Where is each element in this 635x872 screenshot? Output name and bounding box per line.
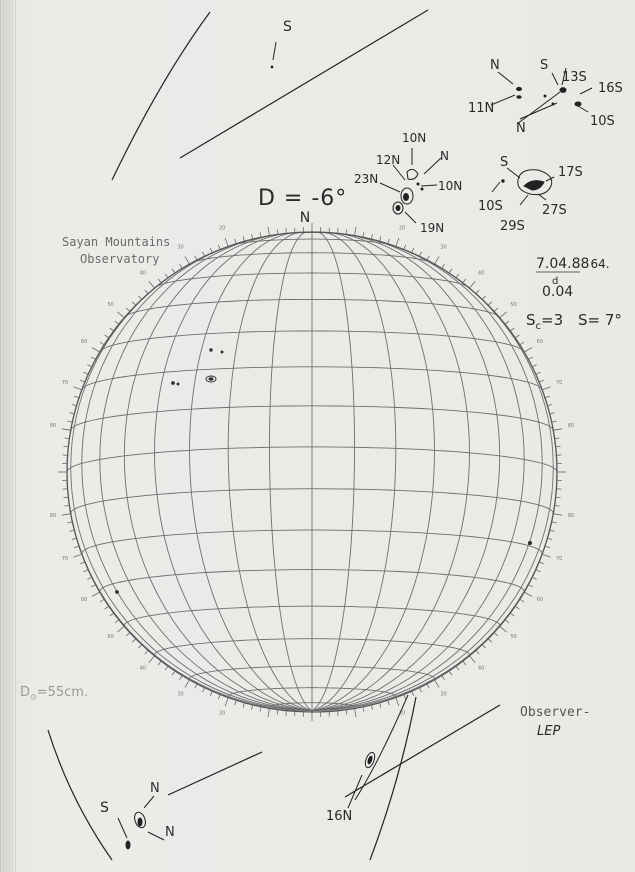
disk-spot <box>172 382 175 385</box>
limb-tick <box>80 380 85 382</box>
limb-tick <box>73 554 82 557</box>
limb-degree-label: 70 <box>555 556 563 563</box>
limb-tick <box>210 691 212 696</box>
limb-tick <box>470 656 476 663</box>
limb-degree-label: 40 <box>477 270 485 277</box>
diameter-letter: D <box>20 685 31 700</box>
sc-subscript: c <box>535 321 542 332</box>
limb-tick <box>260 707 261 712</box>
limb-tick <box>552 421 557 422</box>
limb-tick <box>63 497 68 498</box>
limb-tick <box>536 570 541 572</box>
date-suffix: 64. <box>590 257 610 271</box>
limb-tick <box>545 546 550 548</box>
group-bottom-left <box>118 796 164 849</box>
limb-degree-label: 50 <box>510 633 517 640</box>
limb-tick <box>235 239 237 244</box>
limb-tick <box>87 365 92 367</box>
limb-tick <box>180 676 183 680</box>
limb-tick <box>532 365 537 367</box>
limb-degree-label: 40 <box>477 665 485 672</box>
limb-tick <box>442 264 445 268</box>
limb-tick <box>80 562 85 564</box>
limb-tick <box>252 234 253 239</box>
limb-tick <box>412 248 414 253</box>
limb-tick <box>158 279 161 283</box>
limb-degree-label: 30 <box>177 244 184 251</box>
limb-tick <box>185 680 190 688</box>
limb-tick <box>363 232 364 237</box>
label-10s: 10S <box>590 114 615 129</box>
limb-tick <box>91 585 95 587</box>
limb-tick <box>68 522 73 523</box>
limb-tick <box>355 227 357 236</box>
limb-degree-label: 80 <box>567 423 575 430</box>
disk-spot <box>221 351 223 353</box>
group-bottom <box>348 751 376 808</box>
time-value: 0.04 <box>542 284 574 300</box>
limb-tick <box>132 302 136 306</box>
limb-tick <box>62 429 71 431</box>
top-s-label: S <box>283 19 292 35</box>
limb-tick <box>84 372 89 374</box>
limb-tick <box>252 705 253 710</box>
limb-tick <box>74 396 79 398</box>
date-value: 7.04.88 <box>536 256 590 272</box>
limb-tick <box>117 626 124 632</box>
heliographic-grid <box>67 232 557 711</box>
limb-tick <box>515 606 519 609</box>
declination-label: D = -6° <box>258 186 348 211</box>
limb-tick <box>520 342 524 345</box>
disk-spot <box>528 541 531 544</box>
limb-tick <box>165 274 168 278</box>
limb-tick <box>545 396 550 398</box>
limb-degree-label: 50 <box>510 302 517 309</box>
limb-tick <box>64 505 69 506</box>
label-10n: 10N <box>438 179 463 193</box>
limb-tick <box>145 290 148 294</box>
limb-tick <box>482 296 486 300</box>
limb-tick <box>532 577 537 579</box>
limb-tick <box>92 348 100 353</box>
limb-tick <box>552 522 557 523</box>
limb-tick <box>412 691 414 696</box>
limb-degree-label: 20 <box>218 225 226 232</box>
axis-line-bottom <box>345 705 500 797</box>
label-16n: 16N <box>326 809 353 824</box>
limb-tick <box>371 234 372 239</box>
axis-line-bottom-left <box>168 752 262 795</box>
limb-arc-top-left <box>112 12 210 180</box>
limb-degree-label: 60 <box>536 339 543 345</box>
limb-tick <box>528 585 532 587</box>
limb-tick <box>338 711 339 716</box>
limb-tick <box>69 530 74 531</box>
limb-tick <box>105 606 109 609</box>
limb-tick <box>404 695 406 700</box>
diameter-subscript: ⊙ <box>30 692 37 702</box>
label-bl-n1: N <box>150 781 160 796</box>
limb-tick <box>138 296 142 300</box>
limb-tick <box>494 633 498 636</box>
label-mid-n: N <box>440 149 449 163</box>
limb-tick <box>338 228 339 233</box>
s-label: S= 7° <box>578 311 622 329</box>
limb-degree-label: 30 <box>440 244 447 251</box>
limb-tick <box>435 680 440 688</box>
limb-tick <box>542 554 551 557</box>
limb-tick <box>520 599 524 602</box>
limb-degree-label: 40 <box>139 270 147 277</box>
limb-tick <box>404 245 406 250</box>
limb-tick <box>126 633 130 636</box>
limb-tick <box>72 538 77 539</box>
limb-tick <box>68 421 73 422</box>
limb-degree-label: 50 <box>107 302 114 309</box>
limb-tick <box>500 626 507 632</box>
diameter-value: =55cm. <box>36 685 89 700</box>
north-marker: N <box>299 210 311 226</box>
spot-dot <box>271 66 274 69</box>
limb-tick <box>100 342 104 345</box>
limb-tick <box>277 710 278 715</box>
observatory-name: Sayan Mountains <box>62 235 171 249</box>
limb-tick <box>419 688 421 693</box>
limb-tick <box>115 321 119 324</box>
limb-tick <box>149 656 155 663</box>
limb-tick <box>510 613 514 616</box>
limb-tick <box>539 380 544 382</box>
limb-tick <box>388 700 390 705</box>
time-superscript: d <box>552 276 559 287</box>
limb-tick <box>286 711 287 716</box>
limb-tick <box>268 708 270 717</box>
limb-degree-label: 30 <box>177 691 184 698</box>
limb-tick <box>363 707 364 712</box>
limb-tick <box>524 592 532 597</box>
limb-tick <box>463 279 466 283</box>
limb-tick <box>110 328 114 331</box>
limb-tick <box>427 684 429 688</box>
limb-tick <box>396 238 399 247</box>
limb-degree-label: 50 <box>107 633 114 640</box>
limb-tick <box>463 661 466 665</box>
limb-tick <box>548 405 553 406</box>
limb-degree-label: 40 <box>139 665 147 672</box>
limb-tick <box>145 650 148 654</box>
label-29s: 29S <box>500 219 525 234</box>
limb-tick <box>73 387 82 390</box>
limb-tick <box>371 705 372 710</box>
limb-tick <box>138 645 142 649</box>
disk-spot <box>116 591 119 594</box>
limb-tick <box>555 438 560 439</box>
label-n2: N <box>516 121 526 136</box>
limb-tick <box>202 252 204 256</box>
limb-tick <box>158 661 161 665</box>
limb-tick <box>515 335 519 338</box>
label-bl-s: S <box>100 800 109 816</box>
sc-letter: S <box>526 311 536 329</box>
limb-degree-label: 80 <box>567 512 575 519</box>
limb-tick <box>524 348 532 353</box>
limb-tick <box>548 538 553 539</box>
label-16s: 16S <box>598 81 623 96</box>
limb-tick <box>92 592 100 597</box>
limb-tick <box>277 229 278 234</box>
label-19n: 19N <box>420 221 445 235</box>
limb-tick <box>64 438 69 439</box>
limb-tick <box>126 308 130 311</box>
limb-tick <box>185 256 190 264</box>
observatory-label: Observatory <box>80 252 160 266</box>
limb-tick <box>456 274 459 278</box>
limb-degree-label: 20 <box>398 225 406 232</box>
limb-tick <box>63 446 68 447</box>
limb-tick <box>528 357 532 359</box>
limb-tick <box>505 620 509 623</box>
observer-label: Observer- <box>520 705 591 720</box>
axis-line-top <box>180 10 428 158</box>
label-10n-top: 10N <box>402 131 427 145</box>
limb-degree-label: 80 <box>49 423 57 430</box>
label-mid-10s: 10S <box>478 199 503 214</box>
label-n: N <box>490 58 500 73</box>
limb-tick <box>84 570 89 572</box>
limb-tick <box>346 229 347 234</box>
limb-tick <box>91 357 95 359</box>
limb-tick <box>542 387 551 390</box>
limb-degree-label: 60 <box>81 339 88 345</box>
limb-tick <box>553 429 562 431</box>
limb-tick <box>69 413 74 414</box>
limb-tick <box>419 252 421 256</box>
limb-tick <box>117 312 124 318</box>
limb-tick <box>87 577 92 579</box>
disk-spot <box>209 378 213 380</box>
limb-arc-bottom-left <box>48 730 112 860</box>
label-bl-n2: N <box>165 825 175 840</box>
limb-tick <box>165 666 168 670</box>
limb-tick <box>218 695 220 700</box>
limb-tick <box>476 650 479 654</box>
limb-tick <box>510 328 514 331</box>
limb-tick <box>442 676 445 680</box>
limb-tick <box>550 530 555 531</box>
limb-tick <box>482 645 486 649</box>
limb-tick <box>536 372 541 374</box>
limb-tick <box>74 546 79 548</box>
limb-degree-label: 70 <box>61 379 69 386</box>
label-17s: 17S <box>558 165 583 180</box>
label-12n: 12N <box>376 153 401 167</box>
limb-tick <box>180 264 183 268</box>
limb-tick <box>149 281 155 288</box>
limb-degree-label: 60 <box>536 597 543 603</box>
limb-tick <box>202 688 204 693</box>
limb-tick <box>494 308 498 311</box>
limb-tick <box>172 671 175 675</box>
limb-tick <box>286 228 287 233</box>
limb-degree-label: 20 <box>218 710 226 717</box>
limb-tick <box>555 505 560 506</box>
limb-tick <box>355 708 357 717</box>
limb-tick <box>346 710 347 715</box>
limb-tick <box>488 302 492 306</box>
limb-tick <box>550 413 555 414</box>
limb-tick <box>110 613 114 616</box>
limb-tick <box>62 514 71 516</box>
limb-tick <box>556 446 561 447</box>
sc-label <box>526 311 563 332</box>
limb-tick <box>210 248 212 253</box>
date-label <box>536 256 610 272</box>
label-13s: 13S <box>562 70 587 85</box>
limb-tick <box>105 335 109 338</box>
limb-tick <box>260 232 261 237</box>
limb-tick <box>556 497 561 498</box>
label-s: S <box>540 58 549 73</box>
limb-tick <box>380 703 381 708</box>
limb-tick <box>132 639 136 643</box>
limb-tick <box>380 237 381 242</box>
limb-tick <box>100 599 104 602</box>
limb-tick <box>195 256 197 260</box>
limb-degree-label: 80 <box>49 512 57 519</box>
limb-tick <box>553 514 562 516</box>
limb-tick <box>235 700 237 705</box>
limb-tick <box>470 281 476 288</box>
limb-tick <box>72 405 77 406</box>
limb-tick <box>449 269 452 273</box>
disk-diameter <box>20 685 88 702</box>
pointer-line <box>273 42 276 60</box>
limb-tick <box>488 639 492 643</box>
sc-value: =3 <box>541 311 564 329</box>
limb-tick <box>225 238 228 247</box>
limb-tick <box>505 321 509 324</box>
limb-degree-label: 30 <box>440 691 447 698</box>
limb-degree-label: 20 <box>398 710 406 717</box>
limb-tick <box>268 227 270 236</box>
label-23n: 23N <box>354 172 379 186</box>
limb-tick <box>115 620 119 623</box>
label-11n: 11N <box>468 101 495 116</box>
limb-tick <box>172 269 175 273</box>
observer-name: LEP <box>537 724 561 739</box>
disk-spot <box>210 349 212 351</box>
limb-tick <box>218 245 220 250</box>
limb-degree-label: 70 <box>555 379 563 386</box>
limb-tick <box>449 671 452 675</box>
limb-degree-label: 70 <box>61 556 69 563</box>
limb-tick <box>456 666 459 670</box>
limb-tick <box>396 698 399 707</box>
limb-tick <box>388 239 390 244</box>
label-27s: 27S <box>542 203 567 218</box>
limb-tick <box>243 237 244 242</box>
limb-tick <box>435 256 440 264</box>
limb-tick <box>243 703 244 708</box>
limb-tick <box>500 312 507 318</box>
limb-degree-label: 60 <box>81 597 88 603</box>
label-mid-s: S <box>500 155 509 170</box>
limb-tick <box>539 562 544 564</box>
disk-spot <box>177 383 179 385</box>
limb-tick <box>427 256 429 260</box>
limb-tick <box>225 698 228 707</box>
limb-tick <box>476 290 479 294</box>
limb-tick <box>195 684 197 688</box>
